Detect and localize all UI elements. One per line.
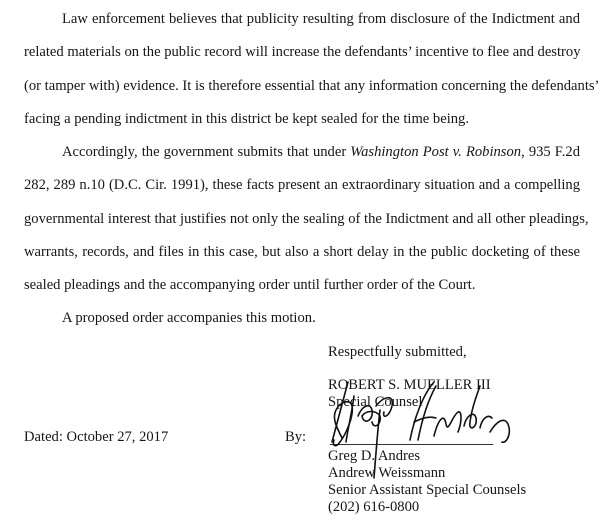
text-line: governmental interest that justifies not only the sealing of the Indictment and all other pleadings, <box>24 211 589 227</box>
dated-label: Dated: October 27, 2017 <box>24 429 169 445</box>
text-line: warrants, records, and files in this case, but also a short delay in the public docketing of these <box>24 244 580 260</box>
text-line: Law enforcement believes that publicity resulting from disclosure of the Indictment and <box>62 11 580 27</box>
attorney-phone: (202) 616-0800 <box>328 499 420 515</box>
text-fragment: , 935 F.2d <box>521 144 580 160</box>
text-line: (or tamper with) evidence. It is therefore essential that any information concerning the defendants’ <box>24 78 600 94</box>
text-line: related materials on the public record will increase the defendants’ incentive to flee and destroy <box>24 44 581 60</box>
text-line: 282, 289 n.10 (D.C. Cir. 1991), these facts present an extraordinary situation and a compelling <box>24 177 580 193</box>
attorney-name: Greg D. Andres <box>328 448 421 464</box>
attorney-title: Senior Assistant Special Counsels <box>328 482 527 498</box>
text-line <box>62 143 580 161</box>
signer-title: Special Counsel <box>328 394 423 410</box>
by-label: By: <box>285 429 307 445</box>
text-line: sealed pleadings and the accompanying order until further order of the Court. <box>24 277 476 293</box>
signer-name: ROBERT S. MUELLER III <box>328 377 491 393</box>
attorney-name: Andrew Weissmann <box>328 465 446 481</box>
text-line: facing a pending indictment in this district be kept sealed for the time being. <box>24 111 469 127</box>
text-fragment: Accordingly, the government submits that under <box>62 144 351 160</box>
closing-text: Respectfully submitted, <box>328 344 467 360</box>
paragraph-proposed-order: A proposed order accompanies this motion. <box>62 310 316 326</box>
case-citation: Washington Post v. Robinson <box>350 144 522 160</box>
